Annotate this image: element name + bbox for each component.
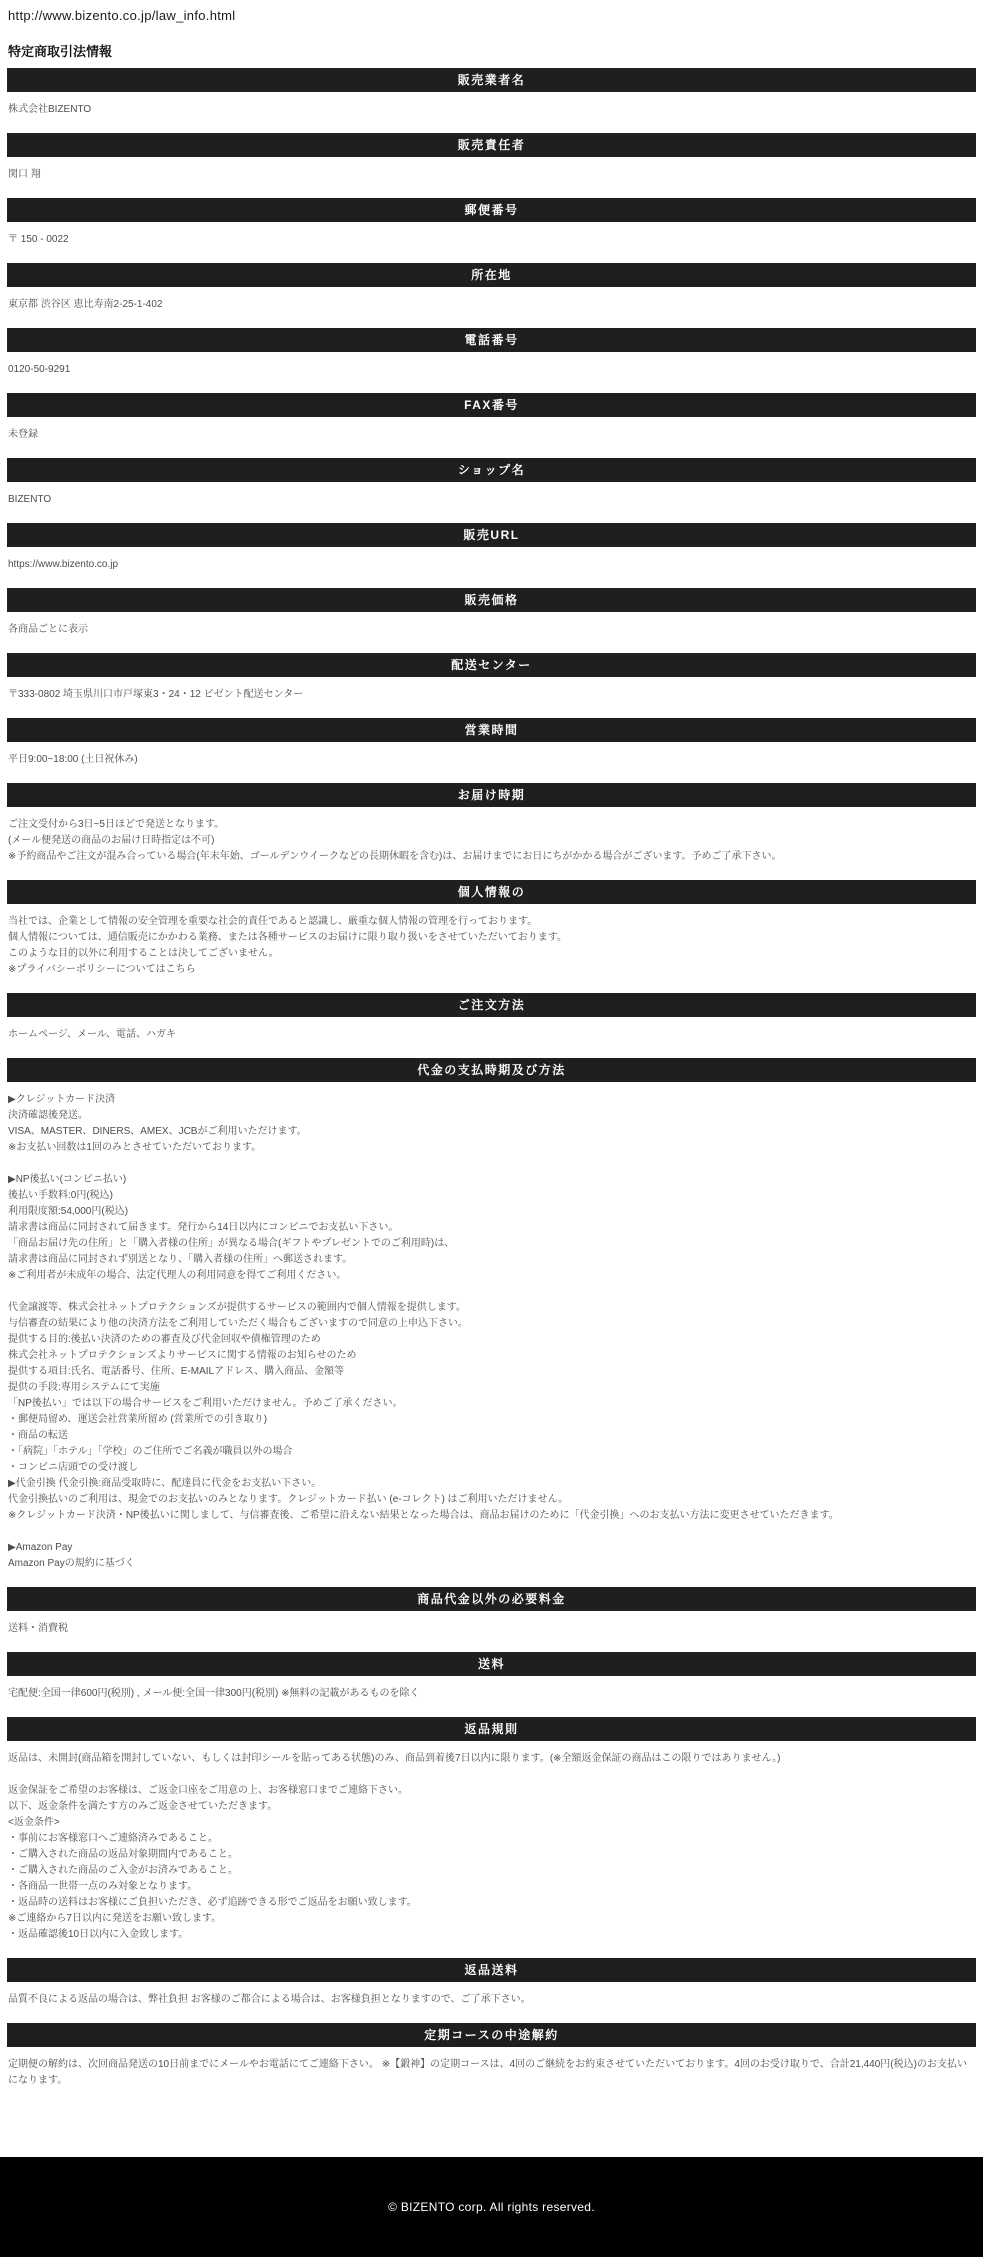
section-header-phone-number: 電話番号 xyxy=(7,328,976,352)
section-text-line: 定期便の解約は、次回商品発送の10日前までにメールやお電話にてご連絡下さい。 ※【鍛神】の定期コースは、4回のご継続をお約束させていただいております。4回のお受け取りで、合計21,440円(税込)のお支払いになります。 xyxy=(8,2059,967,2086)
section-text-line: 0120-50-9291 xyxy=(8,364,71,375)
section-text-line: BIZENTO xyxy=(8,494,52,505)
section-text-line: 返品は、未開封(商品箱を開封していない、もしくは封印シールを貼ってある状態)のみ、商品到着後7日以内に限ります。(※全額返金保証の商品はこの限りではありません。) xyxy=(8,1753,781,1764)
section-text-line: 「NP後払い」では以下の場合サービスをご利用いただけません。予めご了承ください。 xyxy=(8,1398,403,1409)
section-text-line: ▶代金引換 代金引換:商品受取時に、配達員に代金をお支払い下さい。 xyxy=(8,1478,322,1489)
section-text-line: 代金譲渡等、株式会社ネットプロテクションズが提供するサービスの範囲内で個人情報を提供します。 xyxy=(8,1302,466,1313)
section-header-sales-manager: 販売責任者 xyxy=(7,133,976,157)
section-text-line: 個人情報については、通信販売にかかわる業務、または各種サービスのお届けに限り取り扱いをさせていただいております。 xyxy=(8,932,567,943)
section-text-line: 提供する目的:後払い決済のための審査及び代金回収や債権管理のため xyxy=(8,1334,321,1345)
section-text-line: 当社では、企業として情報の安全管理を重要な社会的責任であると認識し、厳重な個人情報の管理を行っております。 xyxy=(8,916,538,927)
section-body-address xyxy=(7,287,976,328)
section-text-line: 以下、返金条件を満たす方のみご返金させていただきます。 xyxy=(8,1801,278,1812)
blank-line xyxy=(8,1767,975,1783)
section-body-seller-name xyxy=(7,92,976,133)
section-text-line: 宅配便:全国一律600円(税別) , メール便:全国一律300円(税別) ※無料の記載があるものを除く xyxy=(8,1688,420,1699)
section-text-line: 送料・消費税 xyxy=(8,1623,68,1634)
section-header-return-policy: 返品規則 xyxy=(7,1717,976,1741)
section-text-line: 「商品お届け先の住所」と「購入者様の住所」が異なる場合(ギフトやプレゼントでのご利用時)は、 xyxy=(8,1238,455,1249)
section-body-shop-name xyxy=(7,482,976,523)
section-header-business-hours: 営業時間 xyxy=(7,718,976,742)
section-text-line: ホームページ、メール、電話、ハガキ xyxy=(8,1029,176,1040)
section-text-line: 後払い手数料:0円(税込) xyxy=(8,1190,113,1201)
section-header-sales-url: 販売URL xyxy=(7,523,976,547)
section-header-return-shipping-fee: 返品送料 xyxy=(7,1958,976,1982)
section-body-phone-number xyxy=(7,352,976,393)
section-text-line: ・コンビニ店頭での受け渡し xyxy=(8,1462,138,1473)
section-text-line: 提供の手段:専用システムにて実施 xyxy=(8,1382,160,1393)
section-text-line: 平日9:00~18:00 (土日祝休み) xyxy=(8,754,138,765)
section-text-line: ・事前にお客様窓口へご連絡済みであること。 xyxy=(8,1833,218,1844)
section-text-line: ※ご利用者が未成年の場合、法定代理人の利用同意を得てご利用ください。 xyxy=(8,1270,347,1281)
section-body-personal-info xyxy=(7,904,976,993)
section-text-line: ・「病院」「ホテル」「学校」のご住所でご名義が職員以外の場合 xyxy=(8,1446,293,1457)
section-header-shipping-fee: 送料 xyxy=(7,1652,976,1676)
section-body-delivery-time xyxy=(7,807,976,880)
section-text-line: https://www.bizento.co.jp xyxy=(8,559,119,570)
section-text-line: 提供する項目:氏名、電話番号、住所、E-MAILアドレス、購入商品、金額等 xyxy=(8,1366,345,1377)
section-body-postal-code xyxy=(7,222,976,263)
section-body-shipping-fee xyxy=(7,1676,976,1717)
section-header-shop-name: ショップ名 xyxy=(7,458,976,482)
section-text-line: ・郵便局留め、運送会社営業所留め (営業所での引き取り) xyxy=(8,1414,268,1425)
section-text-line: ▶Amazon Pay xyxy=(8,1542,73,1553)
section-header-extra-fees: 商品代金以外の必要料金 xyxy=(7,1587,976,1611)
section-header-seller-name: 販売業者名 xyxy=(7,68,976,92)
section-body-fax-number xyxy=(7,417,976,458)
section-body-extra-fees xyxy=(7,1611,976,1652)
section-text-line: ・返品時の送料はお客様にご負担いただき、必ず追跡できる形でご返品をお願い致します。 xyxy=(8,1897,417,1908)
section-body-return-policy xyxy=(7,1741,976,1958)
section-text-line: 各商品ごとに表示 xyxy=(8,624,88,635)
section-body-return-shipping-fee xyxy=(7,1982,976,2023)
section-text-line: 請求書は商品に同封されず別送となり、「購入者様の住所」へ郵送されます。 xyxy=(8,1254,353,1265)
section-text-line: ※お支払い回数は1回のみとさせていただいております。 xyxy=(8,1142,262,1153)
section-body-sales-price xyxy=(7,612,976,653)
section-text-line: 品質不良による返品の場合は、弊社負担 お客様のご都合による場合は、お客様負担となりますので、ご了承下さい。 xyxy=(8,1994,531,2005)
blank-line xyxy=(8,1156,975,1172)
section-text-line: 東京都 渋谷区 恵比寿南2-25-1-402 xyxy=(8,299,163,310)
section-text-line: Amazon Payの規約に基づく xyxy=(8,1558,135,1569)
section-text-line: 株式会社ネットプロテクションズよりサービスに関する情報のお知らせのため xyxy=(8,1350,357,1361)
section-text-line: ※クレジットカード決済・NP後払いに関しまして、与信審査後、ご希望に沿えない結果となった場合は、商品お届けのために「代金引換」へのお支払い方法に変更させていただきます。 xyxy=(8,1510,839,1521)
copyright-text: © BIZENTO corp. All rights reserved. xyxy=(388,2200,595,2214)
section-text-line: このような目的以外に利用することは決してございません。 xyxy=(8,948,279,959)
section-body-subscription-cancel xyxy=(7,2047,976,2104)
sections-container xyxy=(7,68,976,2104)
section-text-line: 与信審査の結果により他の決済方法をご利用していただく場合もございますので同意の上申込下さい。 xyxy=(8,1318,468,1329)
section-text-line: ・返品確認後10日以内に入金致します。 xyxy=(8,1929,189,1940)
section-body-payment-method xyxy=(7,1082,976,1587)
section-header-fax-number: FAX番号 xyxy=(7,393,976,417)
section-text-line: 〒333-0802 埼玉県川口市戸塚東3・24・12 ビゼント配送センター xyxy=(8,689,304,700)
section-header-payment-method: 代金の支払時期及び方法 xyxy=(7,1058,976,1082)
section-text-line: 関口 翔 xyxy=(8,169,41,180)
section-text-line: ※予約商品やご注文が混み合っている場合(年末年始、ゴールデンウイークなどの長期休暇を含む)は、お届けまでにお日にちがかかる場合がございます。予めご了承下さい。 xyxy=(8,851,782,862)
section-text-line: ・ご購入された商品の返品対象期間内であること。 xyxy=(8,1849,238,1860)
page-url: http://www.bizento.co.jp/law_info.html xyxy=(8,8,236,23)
section-text-line: 〒 150 - 0022 xyxy=(8,234,69,245)
section-header-shipping-center: 配送センター xyxy=(7,653,976,677)
section-body-shipping-center xyxy=(7,677,976,718)
section-text-line: ・商品の転送 xyxy=(8,1430,68,1441)
section-text-line: ・ご購入された商品のご入金がお済みであること。 xyxy=(8,1865,238,1876)
section-text-line: ご注文受付から3日~5日ほどで発送となります。 xyxy=(8,819,225,830)
section-header-personal-info: 個人情報の xyxy=(7,880,976,904)
section-text-line: 請求書は商品に同封されて届きます。発行から14日以内にコンビニでお支払い下さい。 xyxy=(8,1222,399,1233)
section-text-line: VISA、MASTER、DINERS、AMEX、JCBがご利用いただけます。 xyxy=(8,1126,307,1137)
section-header-order-method: ご注文方法 xyxy=(7,993,976,1017)
page-footer xyxy=(0,2157,983,2257)
section-body-sales-manager xyxy=(7,157,976,198)
blank-line xyxy=(8,1284,975,1300)
section-body-order-method xyxy=(7,1017,976,1058)
section-text-line: 決済確認後発送。 xyxy=(8,1110,88,1121)
section-text-line: ▶NP後払い(コンビニ払い) xyxy=(8,1174,127,1185)
section-text-line: <返金条件> xyxy=(8,1817,60,1828)
section-text-line: 未登録 xyxy=(8,429,38,440)
section-text-line: 利用限度額:54,000円(税込) xyxy=(8,1206,129,1217)
section-text-line: 返金保証をご希望のお客様は、ご返金口座をご用意の上、お客様窓口までご連絡下さい。 xyxy=(8,1785,408,1796)
section-header-postal-code: 郵便番号 xyxy=(7,198,976,222)
section-text-line: ※ご連絡から7日以内に発送をお願い致します。 xyxy=(8,1913,222,1924)
section-body-business-hours xyxy=(7,742,976,783)
section-body-sales-url xyxy=(7,547,976,588)
section-text-line: (メール便発送の商品のお届け日時指定は不可) xyxy=(8,835,215,846)
section-header-address: 所在地 xyxy=(7,263,976,287)
section-text-line: 代金引換払いのご利用は、現金でのお支払いのみとなります。クレジットカード払い (e-コレクト) はご利用いただけません。 xyxy=(8,1494,569,1505)
section-header-delivery-time: お届け時期 xyxy=(7,783,976,807)
section-header-subscription-cancel: 定期コースの中途解約 xyxy=(7,2023,976,2047)
section-text-line: ・各商品一世帯一点のみ対象となります。 xyxy=(8,1881,198,1892)
page-title: 特定商取引法情報 xyxy=(8,44,113,59)
blank-line xyxy=(8,1524,975,1540)
section-text-line: ▶クレジットカード決済 xyxy=(8,1094,116,1105)
section-text-line: 株式会社BIZENTO xyxy=(8,104,92,115)
section-text-line: ※プライバシーポリシーについてはこちら xyxy=(8,964,196,975)
section-header-sales-price: 販売価格 xyxy=(7,588,976,612)
